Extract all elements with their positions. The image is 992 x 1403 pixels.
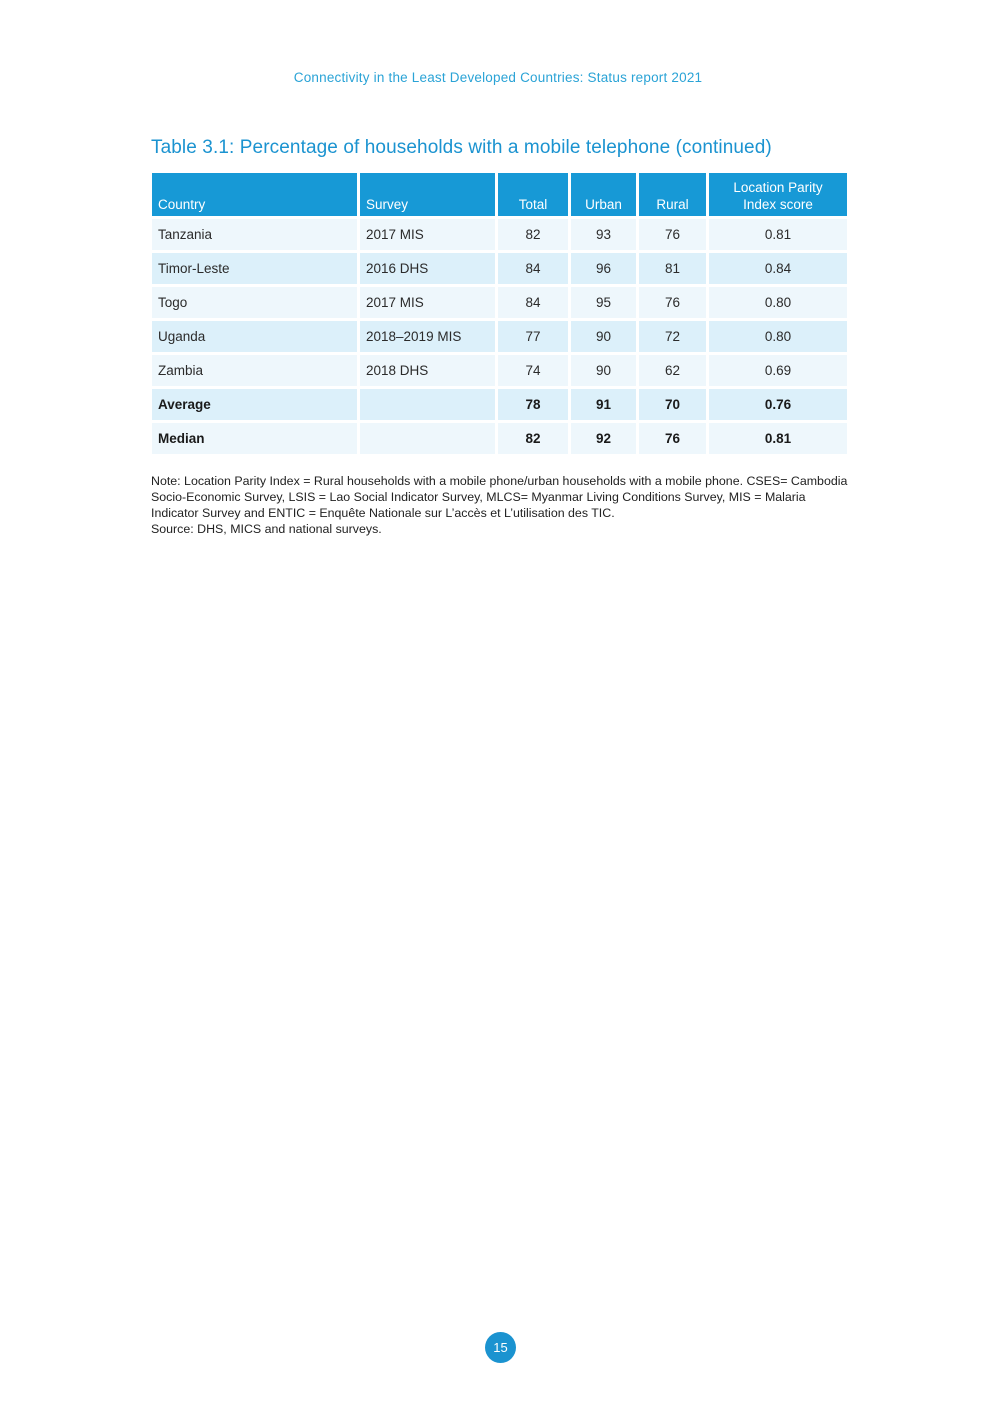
cell-lpi: 0.81: [709, 423, 847, 454]
table-row: [152, 253, 847, 284]
cell-urban: 90: [571, 355, 636, 386]
cell-rural: 76: [639, 423, 706, 454]
cell-urban: 95: [571, 287, 636, 318]
cell-survey: [360, 423, 495, 454]
table-row: [152, 321, 847, 352]
cell-rural: 62: [639, 355, 706, 386]
cell-urban: 96: [571, 253, 636, 284]
table-title: Table 3.1: Percentage of households with a mobile telephone (continued): [151, 137, 772, 158]
cell-lpi: 0.76: [709, 389, 847, 420]
column-header-total: Total: [498, 173, 568, 216]
cell-lpi: 0.80: [709, 321, 847, 352]
table-row: [152, 219, 847, 250]
cell-survey: 2018–2019 MIS: [360, 321, 495, 352]
cell-country: Uganda: [152, 321, 357, 352]
source-text: Source: DHS, MICS and national surveys.: [151, 522, 382, 536]
cell-rural: 72: [639, 321, 706, 352]
column-header-urban: Urban: [571, 173, 636, 216]
cell-rural: 81: [639, 253, 706, 284]
cell-total: 78: [498, 389, 568, 420]
cell-survey: 2016 DHS: [360, 253, 495, 284]
cell-total: 77: [498, 321, 568, 352]
cell-urban: 92: [571, 423, 636, 454]
table-notes: [151, 473, 855, 537]
cell-survey: 2018 DHS: [360, 355, 495, 386]
cell-country: Timor-Leste: [152, 253, 357, 284]
cell-lpi: 0.84: [709, 253, 847, 284]
column-header-lpi: Location Parity Index score: [709, 173, 847, 216]
cell-total: 84: [498, 253, 568, 284]
data-table: [149, 170, 850, 457]
cell-country: Tanzania: [152, 219, 357, 250]
summary-row-median: [152, 423, 847, 454]
column-header-country: Country: [152, 173, 357, 216]
cell-urban: 93: [571, 219, 636, 250]
cell-rural: 76: [639, 219, 706, 250]
cell-urban: 90: [571, 321, 636, 352]
cell-survey: 2017 MIS: [360, 287, 495, 318]
summary-row-average: [152, 389, 847, 420]
table-header-row: [152, 173, 847, 216]
cell-urban: 91: [571, 389, 636, 420]
running-header: Connectivity in the Least Developed Countries: Status report 2021: [293, 70, 703, 85]
cell-rural: 70: [639, 389, 706, 420]
table-row: [152, 355, 847, 386]
page-number: 15: [485, 1332, 516, 1363]
cell-lpi: 0.80: [709, 287, 847, 318]
cell-survey: 2017 MIS: [360, 219, 495, 250]
cell-total: 74: [498, 355, 568, 386]
cell-lpi: 0.69: [709, 355, 847, 386]
cell-summary-label: Average: [152, 389, 357, 420]
cell-total: 84: [498, 287, 568, 318]
table-row: [152, 287, 847, 318]
cell-total: 82: [498, 219, 568, 250]
cell-survey: [360, 389, 495, 420]
cell-total: 82: [498, 423, 568, 454]
column-header-rural: Rural: [639, 173, 706, 216]
cell-lpi: 0.81: [709, 219, 847, 250]
cell-rural: 76: [639, 287, 706, 318]
cell-country: Togo: [152, 287, 357, 318]
cell-summary-label: Median: [152, 423, 357, 454]
column-header-survey: Survey: [360, 173, 495, 216]
cell-country: Zambia: [152, 355, 357, 386]
note-text: Note: Location Parity Index = Rural households with a mobile phone/urban households with a mobile phone. CSES= Cambodia Socio-Economic Survey, LSIS = Lao Social Indicator Survey, MLCS= Myanmar Living Conditions Survey, MIS = Malaria Indicator Survey and ENTIC = Enquête Nationale sur L’accès et L’utilisation des TIC.: [151, 474, 848, 520]
